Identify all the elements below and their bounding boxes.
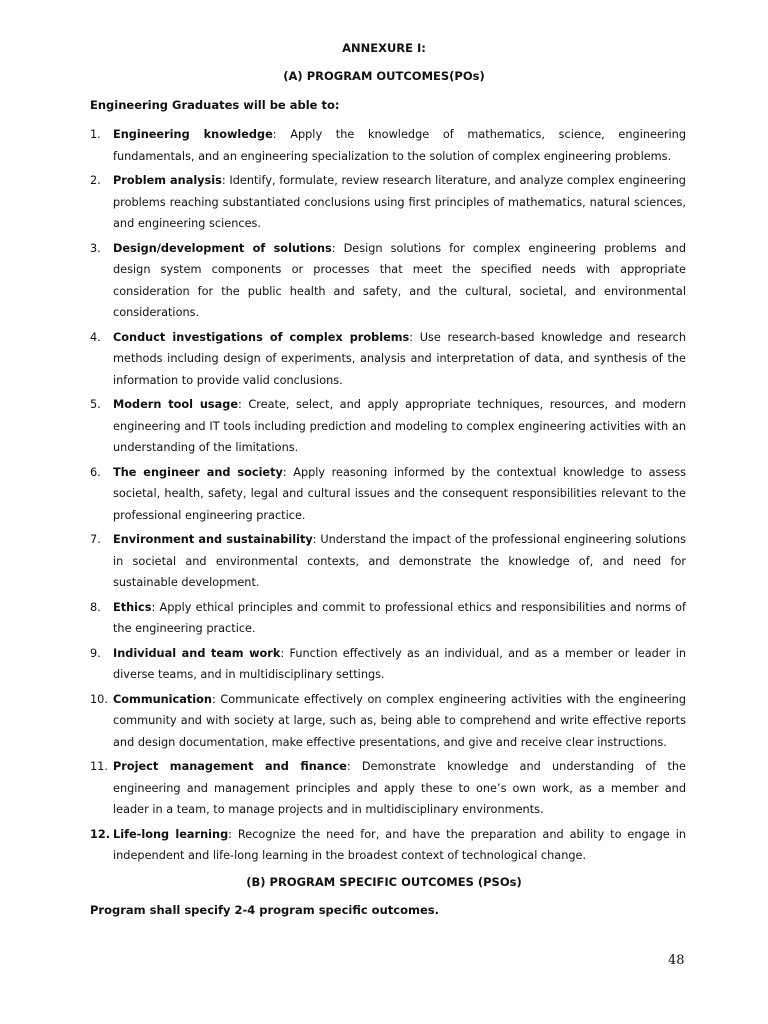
outcome-item-5 [90,394,686,459]
outcome-number: 5. [90,398,101,411]
outcome-description: : Understand the impact of the professional engineering solutions in societal and environmental contexts, and demonstrate the knowledge of, and need for sustainable development. [113,533,686,589]
outcome-number: 6. [90,465,101,479]
outcome-number: 4. [90,330,101,344]
outcome-number: 12. [90,827,111,841]
outcome-term: Engineering knowledge [113,128,273,141]
outcome-description: : Function effectively as an individual, and as a member or leader in diverse teams, and in multidisciplinary settings. [113,646,686,681]
outcome-item-3 [90,238,686,324]
outcome-term: Modern tool usage [113,398,239,411]
outcome-term: Life-long learning [113,827,229,841]
outcome-description: : Identify, formulate, review research literature, and analyze complex engineering problems reaching substantiated conclusions using first principles of mathematics, natural sciences, and engineering sciences. [113,174,686,230]
outcome-term: The engineer and society [113,465,283,479]
outcome-item-1 [90,124,686,167]
outcome-term: Communication [113,692,212,706]
outcome-description: : Create, select, and apply appropriate techniques, resources, and modern engineering and IT tools including prediction and modeling to complex engineering activities with an understanding of the limitations. [113,398,686,454]
outcome-description: : Apply the knowledge of mathematics, science, engineering fundamentals, and an engineering specialization to the solution of complex engineering problems. [113,128,687,163]
outcome-description: : Use research-based knowledge and research methods including design of experiments, analysis and interpretation of data, and synthesis of the information to provide valid conclusions. [113,330,686,387]
outcome-description: : Communicate effectively on complex engineering activities with the engineering community and with society at large, such as, being able to comprehend and write effective reports and design documentation, make effective presentations, and give and receive clear instructions. [113,692,686,749]
outcome-number: 2. [90,174,101,187]
outcome-item-2 [90,170,686,235]
outcome-number: 8. [90,600,101,614]
outcome-item-10 [90,689,686,754]
outcome-term: Conduct investigations of complex problems [113,330,410,344]
annexure-title: ANNEXURE I: [342,41,426,55]
outcome-item-9 [90,643,686,686]
outcome-item-11 [90,756,686,821]
outcome-term: Ethics [113,600,152,614]
program-outcomes-list [90,124,686,870]
outcome-item-4 [90,327,686,392]
page-number: 48 [668,953,685,968]
intro-text: Engineering Graduates will be able to: [90,98,340,112]
outcome-item-6 [90,462,686,527]
outcome-description: : Apply ethical principles and commit to professional ethics and responsibilities and norms of the engineering practice. [113,600,686,635]
outcome-number: 11. [90,760,108,773]
outcome-item-8 [90,597,686,640]
outcome-description: : Apply reasoning informed by the contextual knowledge to assess societal, health, safety, legal and cultural issues and the consequent responsibilities relevant to the professional engineering practice. [113,465,686,522]
outcome-number: 3. [90,241,101,255]
outcome-description: : Design solutions for complex engineering problems and design system components or processes that meet the specified needs with appropriate consideration for the public health and safety, and the cultural, societal, and environmental considerations. [113,241,686,319]
outcome-number: 9. [90,646,101,660]
outcome-number: 10. [90,692,108,706]
outcome-term: Individual and team work [113,646,281,660]
outcome-description: : Recognize the need for, and have the preparation and ability to engage in independent and life-long learning in the broadest context of technological change. [113,827,686,862]
outcome-item-7 [90,529,686,594]
outcome-term: Project management and finance [113,760,347,773]
outcome-number: 7. [90,533,101,546]
section-b-heading: (B) PROGRAM SPECIFIC OUTCOMES (PSOs) [246,875,522,889]
pso-note: Program shall specify 2-4 program specific outcomes. [90,903,439,917]
outcome-term: Problem analysis [113,174,222,187]
outcome-term: Environment and sustainability [113,533,313,546]
section-a-heading: (A) PROGRAM OUTCOMES(POs) [283,69,485,83]
outcome-term: Design/development of solutions [113,241,332,255]
outcome-description: : Demonstrate knowledge and understanding of the engineering and management principles and apply these to one’s own work, as a member and leader in a team, to manage projects and in multidisciplinary environments. [113,760,686,816]
outcome-item-12 [90,824,686,867]
outcome-number: 1. [90,128,101,141]
